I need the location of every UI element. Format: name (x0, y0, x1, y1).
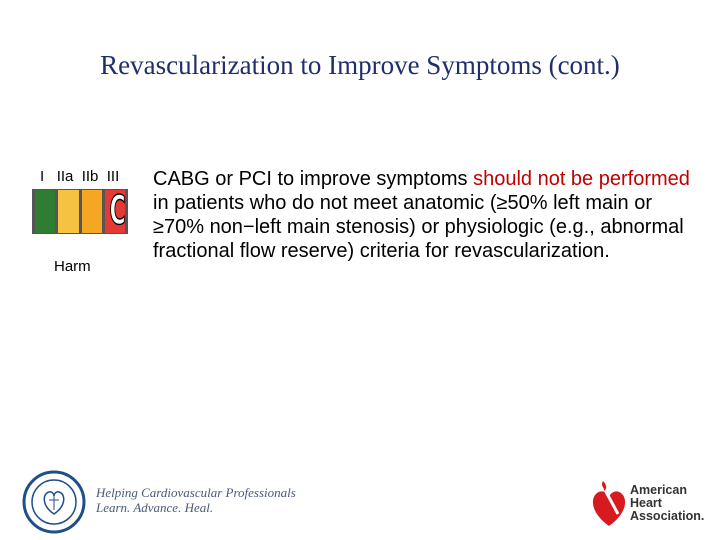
harm-label: Harm (54, 258, 91, 275)
class-bar-iib (82, 190, 102, 233)
acc-tagline-line2: Learn. Advance. Heal. (96, 500, 214, 515)
aha-wordmark (630, 484, 704, 523)
recommendation-highlight: should not be performed (473, 168, 690, 190)
class-header-iib: IIb (81, 168, 99, 185)
recommendation-text-before: CABG or PCI to improve symptoms (153, 168, 474, 190)
acc-tagline (96, 485, 296, 515)
aha-heart-torch-logo (588, 478, 630, 530)
slide-title: Revascularization to Improve Symptoms (cont.) (100, 50, 620, 80)
aha-line3: Association. (630, 509, 705, 523)
recommendation-text (153, 167, 698, 263)
class-bar-iia (58, 190, 78, 233)
class-bar-i (35, 190, 55, 233)
acc-seal-logo (22, 470, 86, 534)
class-bar-box (32, 189, 128, 234)
level-of-evidence-letter: C (109, 188, 126, 234)
class-header-i: I (40, 168, 45, 185)
class-headers (40, 168, 119, 185)
class-header-iii: III (106, 168, 120, 185)
recommendation-text-after: in patients who do not meet anatomic (≥50% left main or ≥70% non−left main stenosis) or physiologic (e.g., abnormal fractional flow reserve) criteria for revascularization. (153, 192, 684, 262)
class-bar-iii (105, 190, 125, 233)
aha-line1: American (630, 483, 687, 497)
acc-tagline-line1: Helping Cardiovascular Professionals (96, 485, 296, 500)
aha-line2: Heart (630, 496, 662, 510)
class-header-iia: IIa (56, 168, 74, 185)
